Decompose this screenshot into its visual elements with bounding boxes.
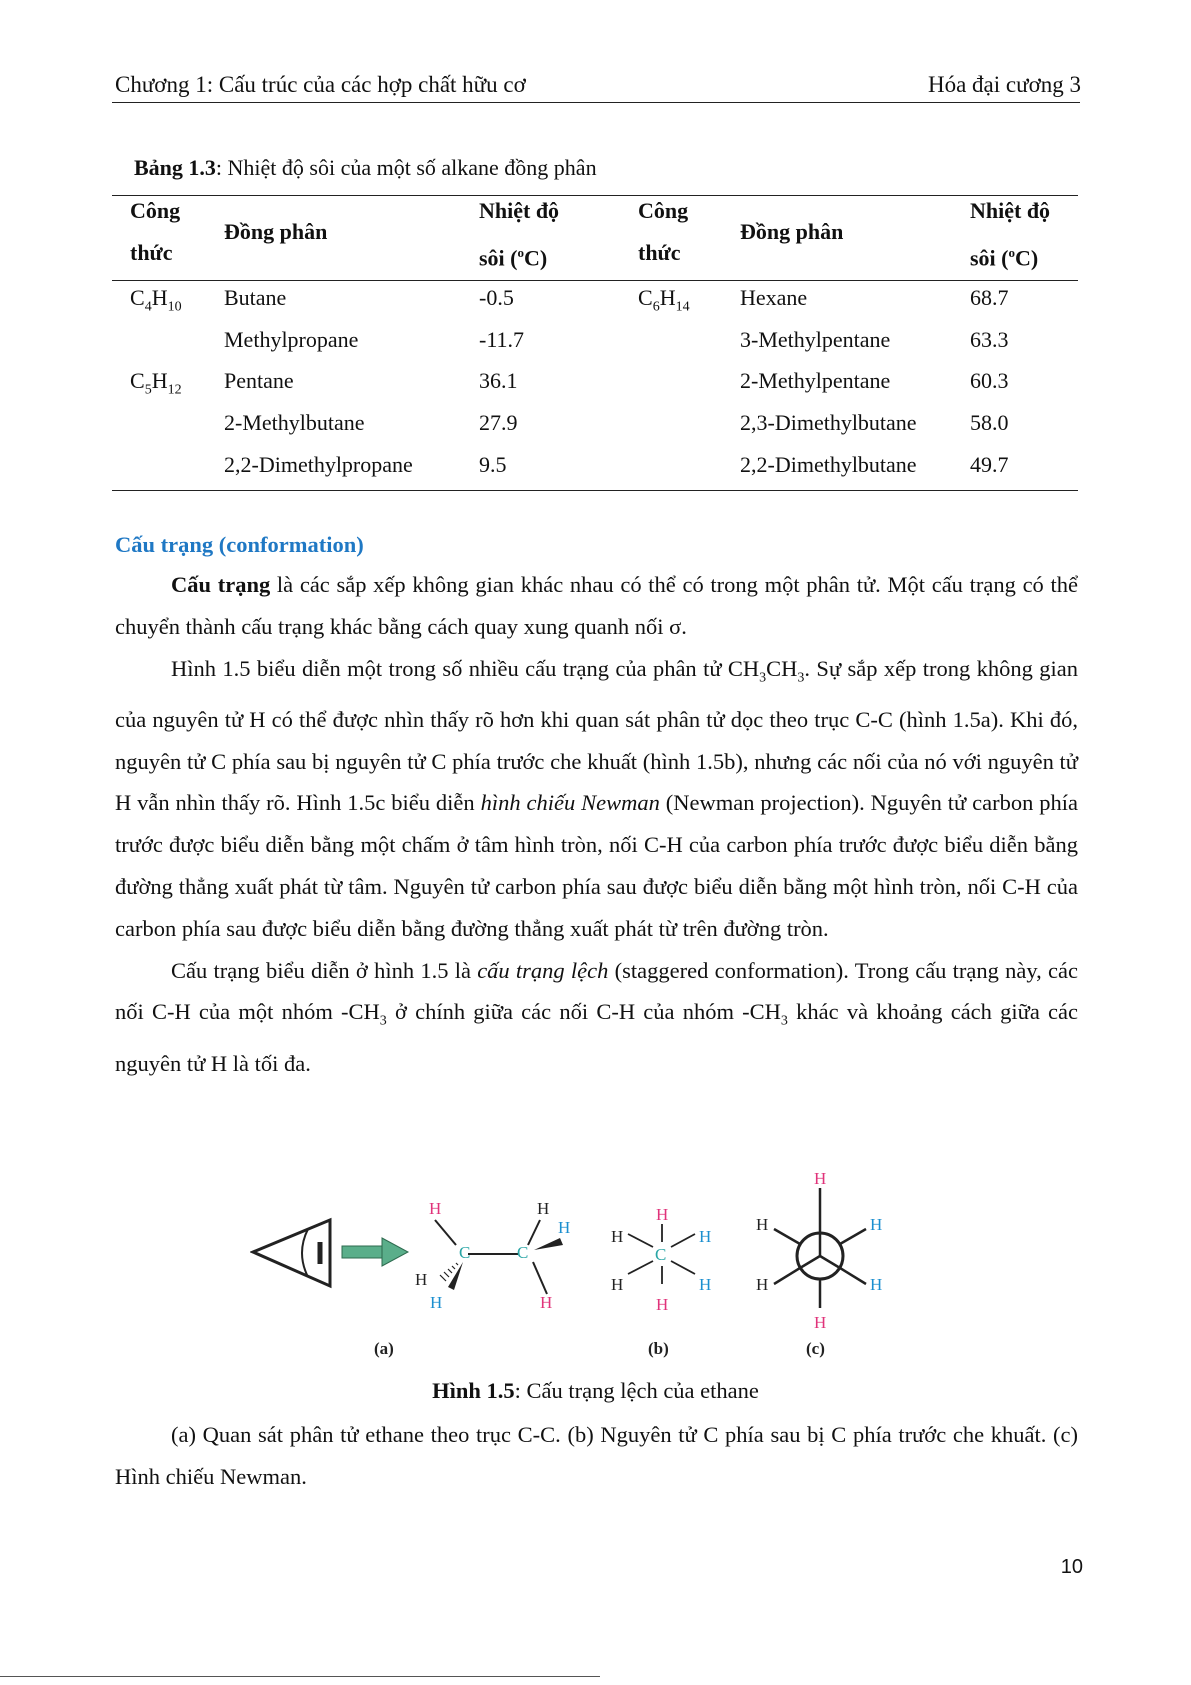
isomer-name: Hexane [740, 285, 808, 310]
table-header-isomer-right: Đồng phân [740, 219, 844, 244]
figure-note [115, 1414, 1078, 1498]
isomer-name: 2,2-Dimethylbutane [740, 452, 917, 477]
hydrogen-atom: H [699, 1227, 712, 1246]
isomer-name: 2,2-Dimethylpropane [224, 452, 413, 477]
header-bp-line2: sôi ($^o$C) [479, 245, 548, 271]
hydrogen-atom: H [656, 1205, 669, 1224]
boiling-point: 58.0 [970, 410, 1009, 435]
end-on-view [611, 1205, 711, 1358]
hydrogen-atom: H [430, 1293, 443, 1312]
carbon-atom: C [459, 1243, 471, 1262]
table-header-formula-left [130, 190, 180, 274]
table-header-isomer-left: Đồng phân [224, 219, 328, 244]
header-bp-line1: Nhiệt độ [479, 198, 560, 223]
formula-c4h10: $C_4H_{10}$ [130, 285, 182, 315]
body-text [115, 564, 1078, 1085]
isomer-name: 2-Methylpentane [740, 368, 891, 393]
header-formula-line2: thức [130, 240, 173, 265]
figure-ethane-staggered [250, 1150, 970, 1370]
isomer-name: 2,3-Dimethylbutane [740, 410, 917, 435]
hydrogen-atom: H [611, 1275, 624, 1294]
paragraph-1: Cấu trạng là các sắp xếp không gian khác nhau có thể có trong một phân tử. Một cấu trạng có thể chuyển thành cấu trạng khác bằng cách quay xung quanh nối σ. [115, 572, 1078, 639]
header-formula-line2-right: thức [638, 240, 681, 265]
running-header-course: Hóa đại cương 3 [927, 72, 1081, 97]
table-caption-label: Bảng 1.3 [134, 155, 216, 180]
header-formula-line1: Công [130, 198, 181, 223]
hydrogen-atom: H [537, 1199, 550, 1218]
header-formula-line1-right: Công [638, 198, 689, 223]
hydrogen-atom: H [429, 1199, 442, 1218]
hydrogen-atom: H [756, 1275, 769, 1294]
header-bp-line1-right: Nhiệt độ [970, 198, 1051, 223]
hydrogen-atom: H [415, 1270, 428, 1289]
table-caption [134, 155, 597, 181]
term-newman-projection: hình chiếu Newman [480, 790, 660, 816]
table-header-formula-right [638, 190, 688, 274]
header-bp-line2-right: sôi ($^o$C) [970, 245, 1039, 271]
hydrogen-atom: H [814, 1313, 827, 1332]
hydrogen-atom: H [756, 1215, 769, 1234]
table-header-bp-right [970, 190, 1050, 279]
boiling-point: -11.7 [479, 327, 525, 352]
hydrogen-atom: H [611, 1227, 624, 1246]
figure-caption-label: Hình 1.5 [432, 1378, 515, 1403]
table-header-rule [112, 280, 1078, 281]
formula-c5h12: $C_5H_{12}$ [130, 368, 182, 398]
running-header-chapter: Chương 1: Cấu trúc của các hợp chất hữu cơ [115, 72, 526, 97]
boiling-point: 63.3 [970, 327, 1009, 352]
hydrogen-atom: H [540, 1293, 553, 1312]
term-staggered: cấu trạng lệch [477, 957, 609, 983]
paragraph-2: Hình 1.5 biểu diễn một trong số nhiều cấu trạng của phân tử $CH_3CH_3$. Sự sắp xếp trong không gian của nguyên tử H có thể được nhìn thấy rõ hơn khi quan sát phân tử dọc theo trục C-C (hình 1.5a). Khi đó, nguyên tử C phía sau bị nguyên tử C phía trước che khuất (hình 1.5b), nhưng các nối của nó với nguyên tử H vẫn nhìn thấy rõ. Hình 1.5c biểu diễn hình chiếu Newman (Newman projection). Nguyên tử carbon phía trước được biểu diễn bằng một chấm ở tâm hình tròn, nối C-H của carbon phía trước được biểu diễn bằng đường thẳng xuất phát từ tâm. Nguyên tử carbon phía sau được biểu diễn bằng một hình tròn, nối C-H của carbon phía sau được biểu diễn bằng đường thẳng xuất phát từ trên đường tròn. [115, 655, 1078, 941]
hydrogen-atom: H [870, 1215, 883, 1234]
isomer-name: 2-Methylbutane [224, 410, 365, 435]
hydrogen-atom: H [699, 1275, 712, 1294]
hydrogen-atom: H [656, 1295, 669, 1314]
paragraph-3: Cấu trạng biểu diễn ở hình 1.5 là cấu trạng lệch (staggered conformation). Trong cấu trạng này, các nối C-H của một nhóm $-CH_3$ ở chính giữa các nối C-H của nhóm $-CH_3$ khác và khoảng cách giữa các nguyên tử H là tối đa. [115, 957, 1079, 1076]
boiling-point: 49.7 [970, 452, 1009, 477]
figure-label-b: (b) [648, 1339, 669, 1358]
hydrogen-atom: H [870, 1275, 883, 1294]
boiling-point: 60.3 [970, 368, 1009, 393]
term-conformation: Cấu trạng [171, 572, 271, 597]
sawhorse-ethane [374, 1199, 570, 1358]
carbon-atom: C [655, 1245, 667, 1264]
footer-line [0, 1676, 600, 1677]
viewing-arrow [342, 1238, 408, 1266]
boiling-point: 36.1 [479, 368, 518, 393]
isomer-name: Pentane [224, 368, 294, 393]
hydrogen-atom: H [814, 1169, 827, 1188]
isomer-name: Butane [224, 285, 287, 310]
table-header-bp-left [479, 190, 559, 279]
hydrogen-atom: H [558, 1218, 571, 1237]
page-number: 10 [1060, 1556, 1083, 1578]
figure-note-text: (a) Quan sát phân tử ethane theo trục C-C. (b) Nguyên tử C phía sau bị C phía trước che khuất. (c) Hình chiếu Newman. [115, 1422, 1078, 1489]
boiling-point: 9.5 [479, 452, 507, 477]
isomer-name: 3-Methylpentane [740, 327, 891, 352]
table-row [224, 284, 286, 312]
newman-projection [756, 1169, 882, 1358]
figure-label-a: (a) [374, 1339, 394, 1358]
header-rule [112, 102, 1080, 103]
carbon-atom: C [517, 1243, 529, 1262]
boiling-point: -0.5 [479, 285, 514, 310]
isomer-name: Methylpropane [224, 327, 359, 352]
table-caption-text: : Nhiệt độ sôi của một số alkane đồng phân [215, 155, 597, 180]
table-top-rule [112, 195, 1078, 196]
figure-label-c: (c) [806, 1339, 825, 1358]
eye-icon [253, 1220, 330, 1286]
boiling-point: 68.7 [970, 285, 1009, 310]
boiling-point: 27.9 [479, 410, 518, 435]
figure-caption: Hình 1.5: Cấu trạng lệch của ethane [432, 1378, 759, 1403]
formula-c6h14: $C_6H_{14}$ [638, 285, 690, 315]
table-bottom-rule [112, 490, 1078, 491]
section-title: Cấu trạng (conformation) [115, 532, 364, 557]
